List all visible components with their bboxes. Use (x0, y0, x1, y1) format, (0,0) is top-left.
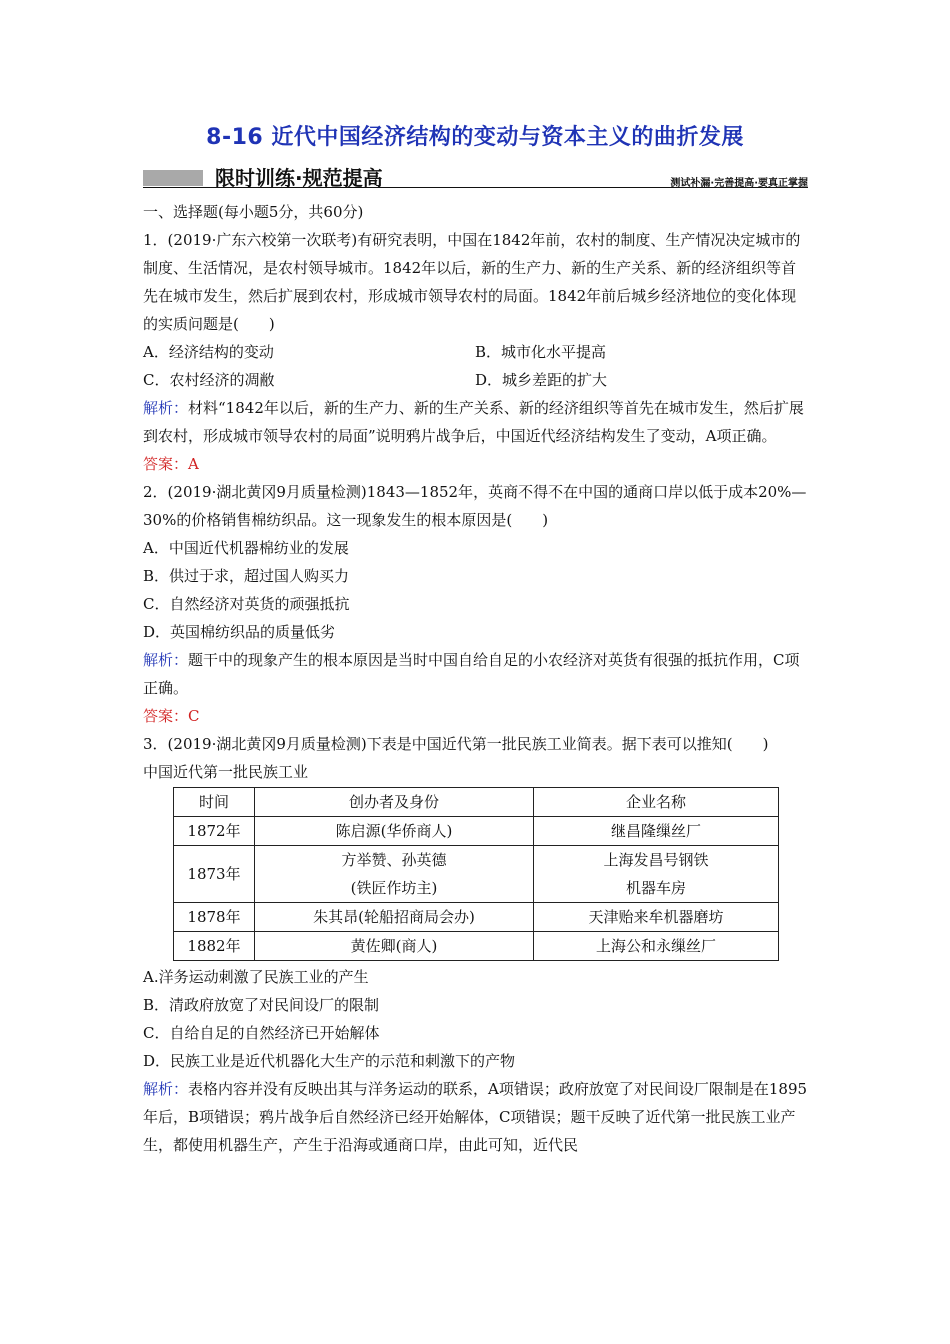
section-heading: 一、选择题(每小题5分，共60分) (143, 203, 364, 221)
answer-value: C (188, 707, 200, 725)
banner-divider (143, 187, 808, 188)
table-header-cell: 企业名称 (534, 788, 779, 817)
question-2-stem: 2．(2019·湖北黄冈9月质量检测)1843—1852年，英商不得不在中国的通商口岸以低于成本20%—30%的价格销售棉纺织品。这一现象发生的根本原因是( ) (143, 483, 807, 529)
question-1-answer (143, 450, 808, 478)
question-3-option-a: A.洋务运动刺激了民族工业的产生 (143, 968, 369, 986)
table-row (174, 817, 779, 846)
table-cell: 继昌隆缫丝厂 (534, 817, 779, 846)
question-3-option-c: C．自给自足的自然经济已开始解体 (143, 1024, 380, 1042)
analysis-label: 解析： (143, 399, 189, 417)
table-header-cell: 创办者及身份 (255, 788, 534, 817)
question-3-option-b: B．清政府放宽了对民间设厂的限制 (143, 996, 380, 1014)
question-1-option-b: B．城市化水平提高 (475, 343, 607, 361)
answer-value: A (188, 455, 199, 473)
question-1-options-row-1 (143, 338, 808, 366)
banner-subtitle: 测试补漏·完善提高·要真正掌握 (670, 178, 808, 189)
question-3-option-d: D．民族工业是近代机器化大生产的示范和刺激下的产物 (143, 1052, 516, 1070)
analysis-label: 解析： (143, 651, 189, 669)
answer-label: 答案： (143, 707, 189, 725)
table-row (174, 932, 779, 961)
banner-title: 限时训练·规范提高 (215, 166, 383, 190)
table-cell: 1873年 (174, 846, 255, 903)
question-2-option-a: A．中国近代机器棉纺业的发展 (143, 539, 349, 557)
question-2-option-b: B．供过于求，超过国人购买力 (143, 567, 350, 585)
table-cell: (铁匠作坊主) (255, 874, 534, 903)
table-header-row (174, 788, 779, 817)
page-title: 8-16 近代中国经济结构的变动与资本主义的曲折发展 (206, 125, 744, 150)
question-1-stem: 1．(2019·广东六校第一次联考)有研究表明，中国在1842年前，农村的制度、生产情况决定城市的制度、生活情况，是农村领导城市。1842年以后，新的生产力、新的生产关系、新的经济组织等首先在城市发生，然后扩展到农村，形成城市领导农村的局面。1842年前后城乡经济地位的变化体现的实质问题是( ) (143, 231, 801, 333)
question-3-analysis (143, 1075, 808, 1159)
analysis-text: 题干中的现象产生的根本原因是当时中国自给自足的小农经济对英货有很强的抵抗作用，C项正确。 (143, 651, 800, 697)
table-cell: 1878年 (174, 903, 255, 932)
table-cell: 1872年 (174, 817, 255, 846)
table-cell: 方举赞、孙英德 (255, 846, 534, 875)
table-cell: 上海公和永缫丝厂 (534, 932, 779, 961)
table-cell: 1882年 (174, 932, 255, 961)
table-cell: 黄佐卿(商人) (255, 932, 534, 961)
table-caption: 中国近代第一批民族工业 (143, 763, 309, 781)
question-2-option-d: D．英国棉纺织品的质量低劣 (143, 623, 336, 641)
question-1-option-a: A．经济结构的变动 (143, 343, 274, 361)
table-cell: 上海发昌号钢铁 (534, 846, 779, 875)
question-1-analysis (143, 394, 808, 450)
question-2-analysis (143, 646, 808, 702)
question-1-option-c: C．农村经济的凋敝 (143, 371, 275, 389)
table-row (174, 846, 779, 875)
table-cell: 朱其昂(轮船招商局会办) (255, 903, 534, 932)
content (143, 198, 808, 1159)
table-row (174, 903, 779, 932)
table-cell: 陈启源(华侨商人) (255, 817, 534, 846)
analysis-text: 材料“1842年以后，新的生产力、新的生产关系、新的经济组织等首先在城市发生，然后扩展到农村，形成城市领导农村的局面”说明鸦片战争后，中国近代经济结构发生了变动，A项正确。 (143, 399, 804, 445)
question-2-answer (143, 702, 808, 730)
question-3-stem: 3．(2019·湖北黄冈9月质量检测)下表是中国近代第一批民族工业简表。据下表可以推知( ) (143, 735, 769, 753)
question-1-options-row-2 (143, 366, 808, 394)
table-cell: 机器车房 (534, 874, 779, 903)
banner-decoration-bar (143, 170, 203, 186)
section-banner (143, 162, 808, 188)
table-cell: 天津贻来牟机器磨坊 (534, 903, 779, 932)
analysis-text: 表格内容并没有反映出其与洋务运动的联系，A项错误；政府放宽了对民间设厂限制是在1895年后，B项错误；鸦片战争后自然经济已经开始解体，C项错误；题干反映了近代第一批民族工业产生，都使用机器生产，产生于沿海或通商口岸，由此可知，近代民 (143, 1080, 808, 1154)
table-header-cell: 时间 (174, 788, 255, 817)
industry-table (173, 787, 779, 961)
analysis-label: 解析： (143, 1080, 189, 1098)
question-1-option-d: D．城乡差距的扩大 (475, 371, 608, 389)
answer-label: 答案： (143, 455, 189, 473)
question-2-option-c: C．自然经济对英货的顽强抵抗 (143, 595, 350, 613)
table-row (174, 874, 779, 903)
